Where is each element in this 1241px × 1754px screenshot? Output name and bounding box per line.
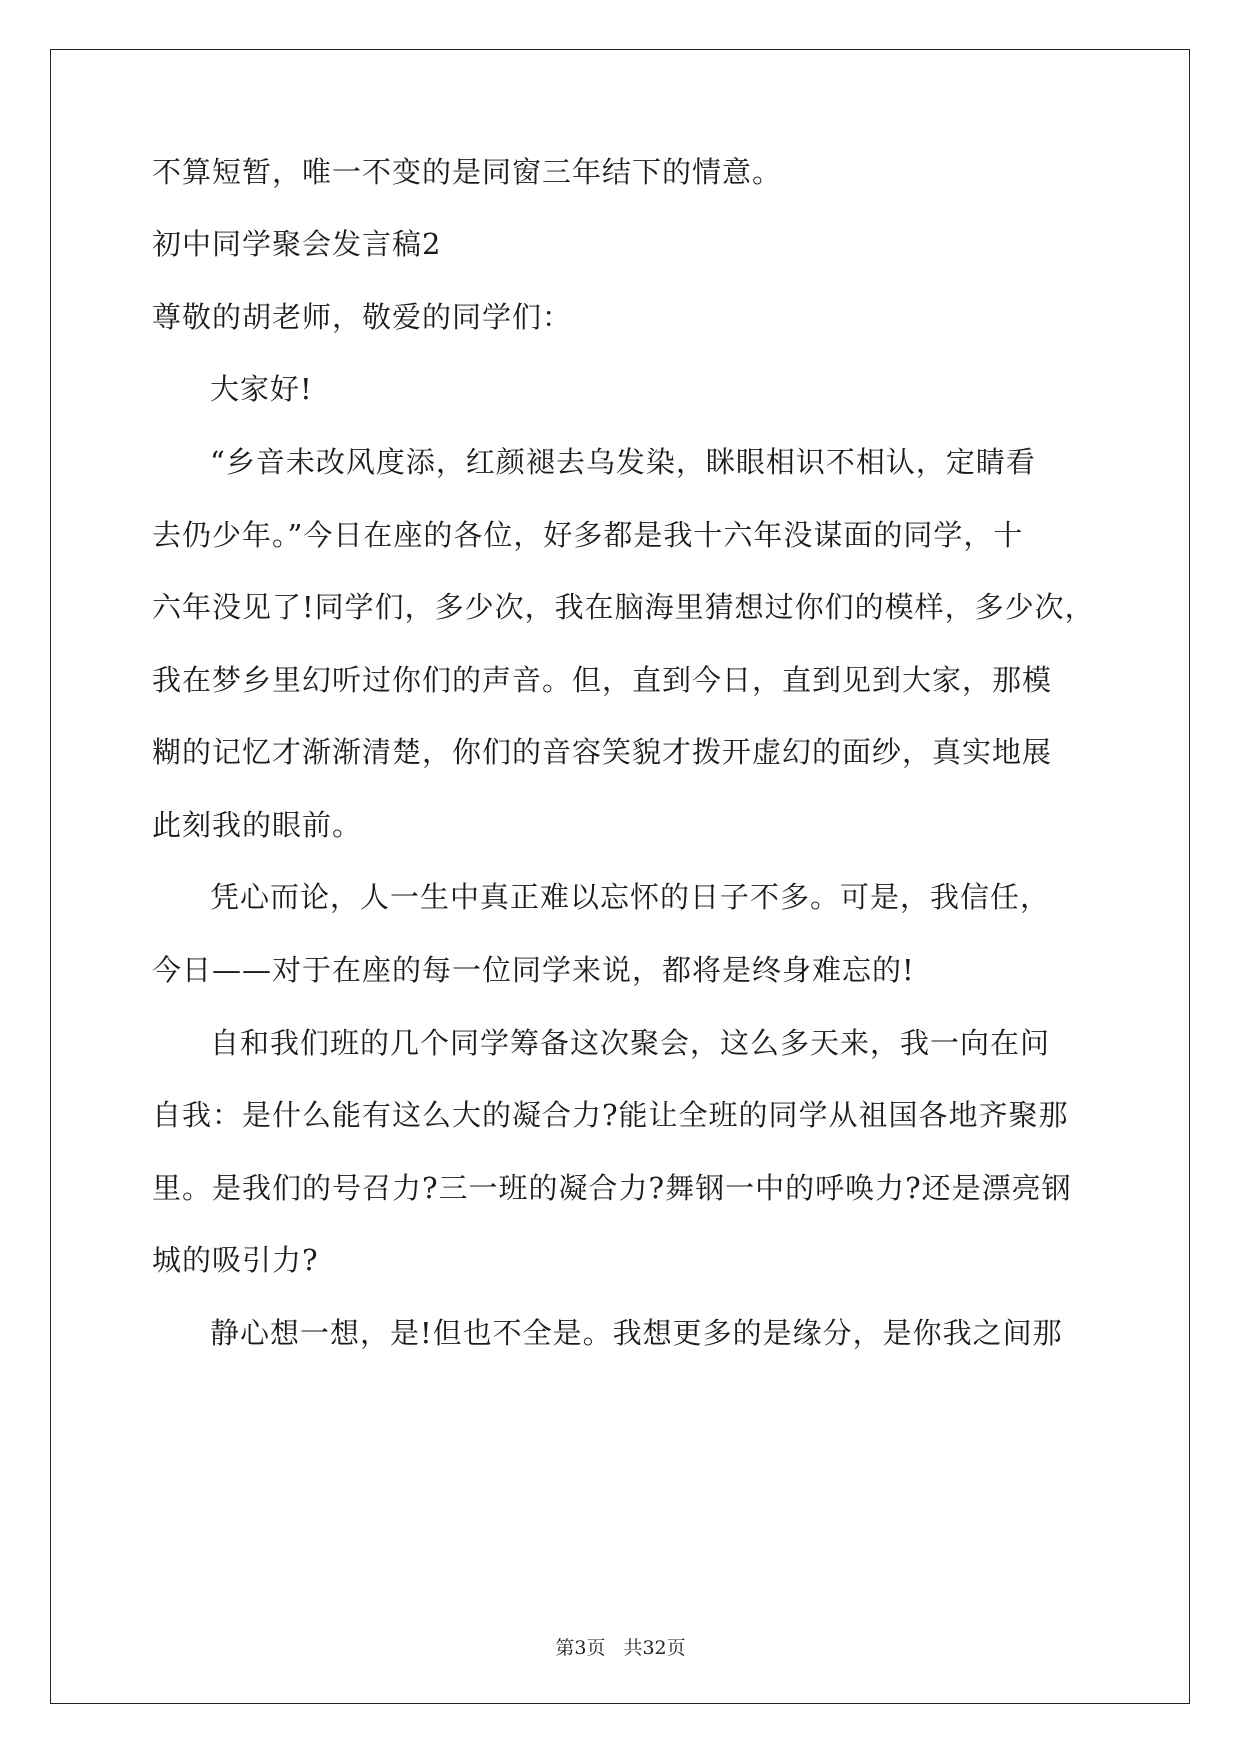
text-line: 城的吸引力? bbox=[152, 1243, 319, 1277]
text-line: 六年没见了!同学们，多少次，我在脑海里猜想过你们的模样，多少次， bbox=[152, 590, 1095, 624]
text-line: 凭心而论，人一生中真正难以忘怀的日子不多。可是，我信任， bbox=[210, 880, 1051, 914]
text-line: 我在梦乡里幻听过你们的声音。但，直到今日，直到见到大家，那模 bbox=[152, 663, 1053, 697]
text-line: 里。是我们的号召力?三一班的凝合力?舞钢一中的呼唤力?还是漂亮钢 bbox=[152, 1171, 1072, 1205]
text-line: 自和我们班的几个同学筹备这次聚会，这么多天来，我一向在问 bbox=[210, 1026, 1051, 1060]
total-pages: 共32页 bbox=[623, 1637, 686, 1659]
text-line: 静心想一想，是!但也不全是。我想更多的是缘分，是你我之间那 bbox=[210, 1316, 1063, 1350]
page-number: 第3页 bbox=[555, 1637, 606, 1659]
text-line: 此刻我的眼前。 bbox=[152, 808, 363, 842]
text-line: 自我：是什么能有这么大的凝合力?能让全班的同学从祖国各地齐聚那 bbox=[152, 1098, 1069, 1132]
salutation: 尊敬的胡老师，敬爱的同学们： bbox=[152, 300, 573, 334]
page-footer bbox=[0, 1633, 1241, 1660]
text-line: “乡音未改风度添，红颜褪去乌发染，眯眼相识不相认，定睛看 bbox=[210, 445, 1036, 479]
text-line: 糊的记忆才渐渐清楚，你们的音容笑貌才拨开虚幻的面纱，真实地展 bbox=[152, 735, 1053, 769]
section-heading: 初中同学聚会发言稿2 bbox=[152, 227, 442, 261]
text-line: 不算短暂，唯一不变的是同窗三年结下的情意。 bbox=[152, 155, 783, 189]
text-line: 今日——对于在座的每一位同学来说，都将是终身难忘的! bbox=[152, 953, 915, 987]
greeting: 大家好! bbox=[210, 372, 313, 406]
text-line: 去仍少年。”今日在座的各位，好多都是我十六年没谋面的同学，十 bbox=[152, 518, 1024, 552]
